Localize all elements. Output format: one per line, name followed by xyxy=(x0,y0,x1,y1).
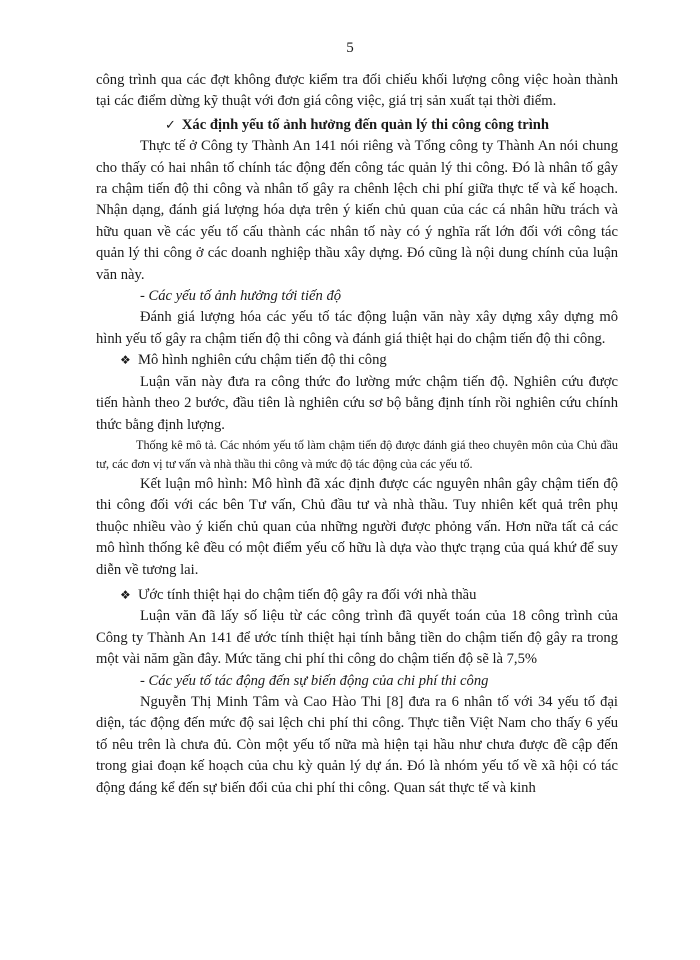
text-body xyxy=(96,70,618,799)
section-heading-text: Xác định yếu tố ảnh hưởng đến quản lý thi công công trình xyxy=(181,116,550,133)
paragraph-model: Luận văn này đưa ra công thức đo lường mức chậm tiến độ. Nghiên cứu được tiến hành theo 2 bước, đầu tiên là nghiên cứu sơ bộ bằng định tính rồi nghiên cứu chính thức bằng định lượng. xyxy=(96,373,618,433)
section-heading xyxy=(96,115,618,136)
paragraph-evaluation: Đánh giá lượng hóa các yếu tố tác động luận văn này xây dựng xây dựng mô hình yếu tố gây ra chậm tiến độ thi công và đánh giá thiệt hại do chậm tiến độ thi công. xyxy=(96,309,618,347)
page-number: 5 xyxy=(346,40,354,56)
subheading-progress: - Các yếu tố ảnh hưởng tới tiến độ xyxy=(140,288,342,305)
bullet-model-text: Mô hình nghiên cứu chậm tiến độ thi công xyxy=(138,352,387,369)
diamond-bullet-icon: ❖ xyxy=(120,353,131,368)
bullet-model xyxy=(96,350,618,371)
bullet-damage-text: Ước tính thiệt hại do chậm tiến độ gây ra đối với nhà thầu xyxy=(138,586,477,603)
paragraph-conclusion: Kết luận mô hình: Mô hình đã xác định được các nguyên nhân gây chậm tiến độ thi công đối với các bên Tư vấn, Chủ đầu tư và nhà thầu. Tuy nhiên kết quả trên phụ thuộc nhiều vào ý kiến chủ quan của những người được phỏng vấn. Hơn nữa tất cả các mô hình thống kê đều có một điểm yếu cố hữu là dựa vào thực trạng của quá khứ để suy diễn về tương lai. xyxy=(96,475,618,578)
paragraph-damage: Luận văn đã lấy số liệu từ các công trình đã quyết toán của 18 công trình của Công ty Thành An 141 để ước tính thiệt hại tính bằng tiền do chậm tiến độ gây ra trong một vài năm gần đây. Mức tăng chi phí thi công do chậm tiến độ sẽ là 7,5% xyxy=(96,608,618,668)
paragraph-fact: Thực tế ở Công ty Thành An 141 nói riêng và Tổng công ty Thành An nói chung cho thấy có hai nhân tố chính tác động đến công tác quản lý thi công. Đó là nhân tố gây ra chậm tiến độ thi công và nhân tố gây ra chênh lệch chi phí giữa thực tế và kế hoạch. Nhận dạng, đánh giá lượng hóa dựa trên ý kiến chủ quan của các cá nhân hữu trách và hữu quan về các yếu tố cấu thành các nhân tố này có ý nghĩa rất lớn đối với công tác quản lý thi công ở các doanh nghiệp thầu xây dựng. Đó cũng là nội dung chính của luận văn này. xyxy=(96,138,618,283)
paragraph-intro: công trình qua các đợt không được kiểm tra đối chiếu khối lượng công việc hoàn thành tại các điểm dừng kỹ thuật với đơn giá công việc, giá trị sản xuất tại thời điểm. xyxy=(96,72,618,110)
bullet-damage xyxy=(96,585,618,606)
paragraph-last: Nguyễn Thị Minh Tâm và Cao Hào Thi [8] đưa ra 6 nhân tố với 34 yếu tố đại diện, tác động đến mức độ sai lệch chi phí thi công. Thực tiễn Việt Nam cho thấy 6 yếu tố nêu trên là chưa đủ. Còn một yếu tố nữa mà hiện tại hầu như chưa được đề cập đến trong giai đoạn kế hoạch của chu kỳ quản lý dự án. Đó là nhóm yếu tố về xã hội có tác động đáng kể đến sự biến đổi của chi phí thi công. Quan sát thực tế và kinh xyxy=(96,693,618,796)
diamond-bullet-icon: ❖ xyxy=(120,587,131,602)
checkmark-icon: ✓ xyxy=(164,117,176,133)
paragraph-statistics: Thống kê mô tả. Các nhóm yếu tố làm chậm tiến độ được đánh giá theo chuyên môn của Chủ đầu tư, các đơn vị tư vấn và nhà thầu thi công và mức độ tác động của các yếu tố. xyxy=(96,437,618,471)
subheading-cost: - Các yếu tố tác động đến sự biến động của chi phí thi công xyxy=(140,672,489,689)
